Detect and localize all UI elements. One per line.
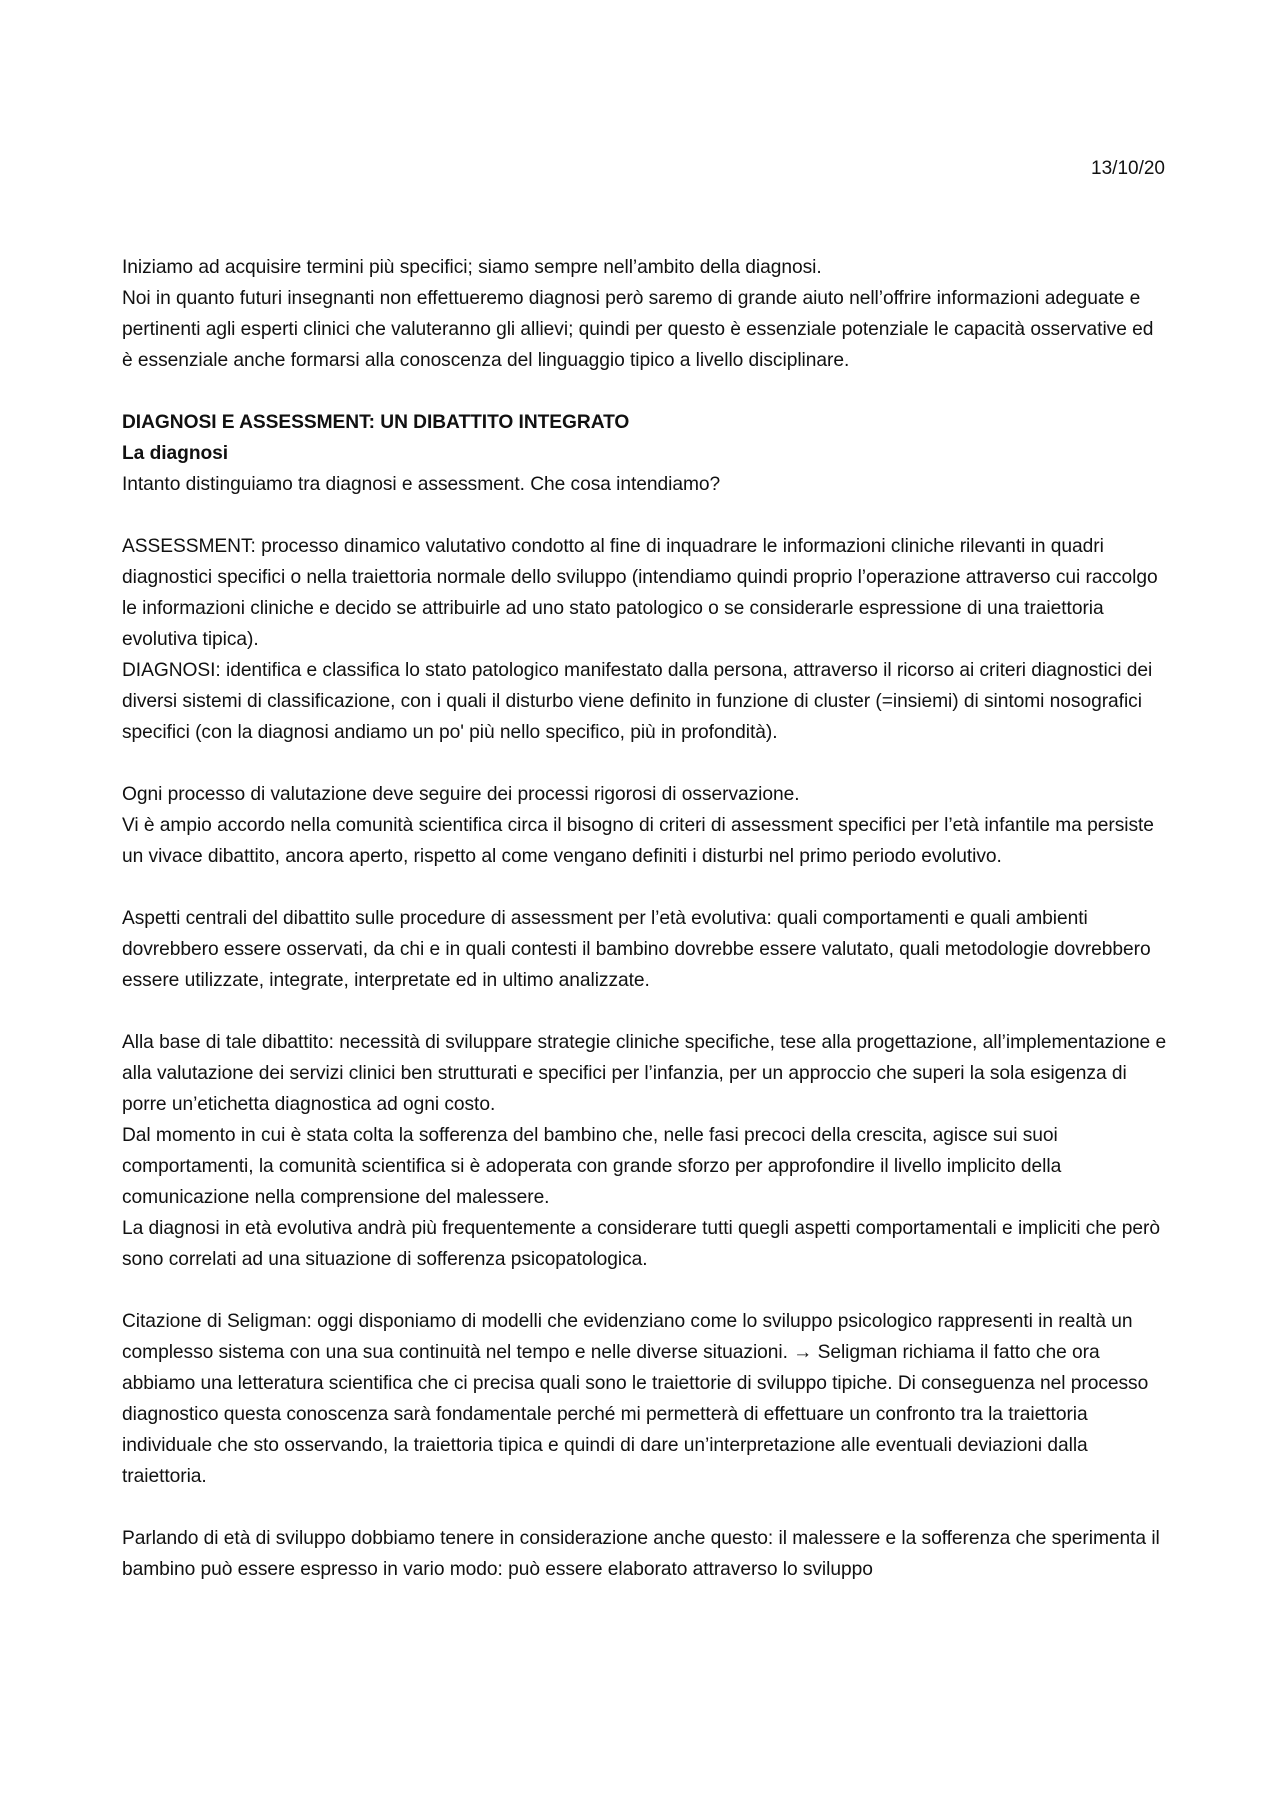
paragraph-line: La diagnosi in età evolutiva andrà più frequentemente a considerare tutti quegli aspetti comportamentali e impliciti che però sono correlati ad una situazione di sofferenza psicopatologica. [122,1218,1160,1270]
intro-line: Noi in quanto futuri insegnanti non effettueremo diagnosi però saremo di grande aiuto nell’offrire informazioni adeguate e pertinenti agli esperti clinici che valuteranno gli allievi; quindi per questo è essenziale potenziale le capacità osservative ed è essenziale anche formarsi alla conoscenza del linguaggio tipico a livello disciplinare. [122,288,1154,371]
paragraph-line: Dal momento in cui è stata colta la sofferenza del bambino che, nelle fasi precoci della crescita, agisce sui suoi comportamenti, la comunità scientifica si è adoperata con grande sforzo per approfondire il livello implicito della comunicazione nella comprensione del malessere. [122,1125,1062,1208]
intro-paragraph [122,252,1167,376]
definitions-paragraph [122,531,1167,748]
document-date: 13/10/20 [1091,158,1165,179]
paragraph-seligman: Citazione di Seligman: oggi disponiamo di modelli che evidenziano come lo sviluppo psicologico rappresenti in realtà un complesso sistema con una sua continuità nel tempo e nelle diverse situazioni. → Seligman richiama il fatto che ora abbiamo una letteratura scientifica che ci precisa quali sono le traiettorie di sviluppo tipiche. Di conseguenza nel processo diagnostico questa conoscenza sarà fondamentale perché mi permetterà di effettuare un confronto tra la traiettoria individuale che sto osservando, la traiettoria tipica e quindi di dare un’interpretazione alle eventuali deviazioni dalla traiettoria. [122,1311,1149,1487]
paragraph-dibattito: Aspetti centrali del dibattito sulle procedure di assessment per l’età evolutiva: quali comportamenti e quali ambienti dovrebbero essere osservati, da chi e in quali contesti il bambino dovrebbe essere valutato, quali metodologie dovrebbero essere utilizzate, integrate, interpretate ed in ultimo analizzate. [122,908,1151,991]
paragraph-line: Vi è ampio accordo nella comunità scientifica circa il bisogno di criteri di assessment specifici per l’età infantile ma persiste un vivace dibattito, ancora aperto, rispetto al come vengano definiti i disturbi nel primo periodo evolutivo. [122,815,1154,867]
section-question: Intanto distinguiamo tra diagnosi e assessment. Che cosa intendiamo? [122,474,721,495]
paragraph-line: Ogni processo di valutazione deve seguire dei processi rigorosi di osservazione. [122,784,800,805]
document-body [122,252,1167,1616]
section-heading: DIAGNOSI E ASSESSMENT: UN DIBATTITO INTEGRATO [122,412,630,433]
intro-line: Iniziamo ad acquisire termini più specifici; siamo sempre nell’ambito della diagnosi. [122,257,822,278]
definition-diagnosi: DIAGNOSI: identifica e classifica lo stato patologico manifestato dalla persona, attraverso il ricorso ai criteri diagnostici dei diversi sistemi di classificazione, con i quali il disturbo viene definito in funzione di cluster (=insiemi) di sintomi nosografici specifici (con la diagnosi andiamo un po' più nello specifico, più in profondità). [122,660,1153,743]
paragraph-eta-sviluppo: Parlando di età di sviluppo dobbiamo tenere in considerazione anche questo: il malessere e la sofferenza che sperimenta il bambino può essere espresso in vario modo: può essere elaborato attraverso lo sviluppo [122,1528,1160,1580]
paragraph-line: Alla base di tale dibattito: necessità di sviluppare strategie cliniche specifiche, tese alla progettazione, all’implementazione e alla valutazione dei servizi clinici ben strutturati e specifici per l’infanzia, per un approccio che superi la sola esigenza di porre un’etichetta diagnostica ad ogni costo. [122,1032,1167,1115]
paragraph-strategie [122,1027,1167,1275]
paragraph-valutazione [122,779,1167,872]
section-subheading: La diagnosi [122,443,229,464]
definition-assessment: ASSESSMENT: processo dinamico valutativo condotto al fine di inquadrare le informazioni cliniche rilevanti in quadri diagnostici specifici o nella traiettoria normale dello sviluppo (intendiamo quindi proprio l’operazione attraverso cui raccolgo le informazioni cliniche e decido se attribuirle ad uno stato patologico o se considerarle espressione di una traiettoria evolutiva tipica). [122,536,1158,650]
